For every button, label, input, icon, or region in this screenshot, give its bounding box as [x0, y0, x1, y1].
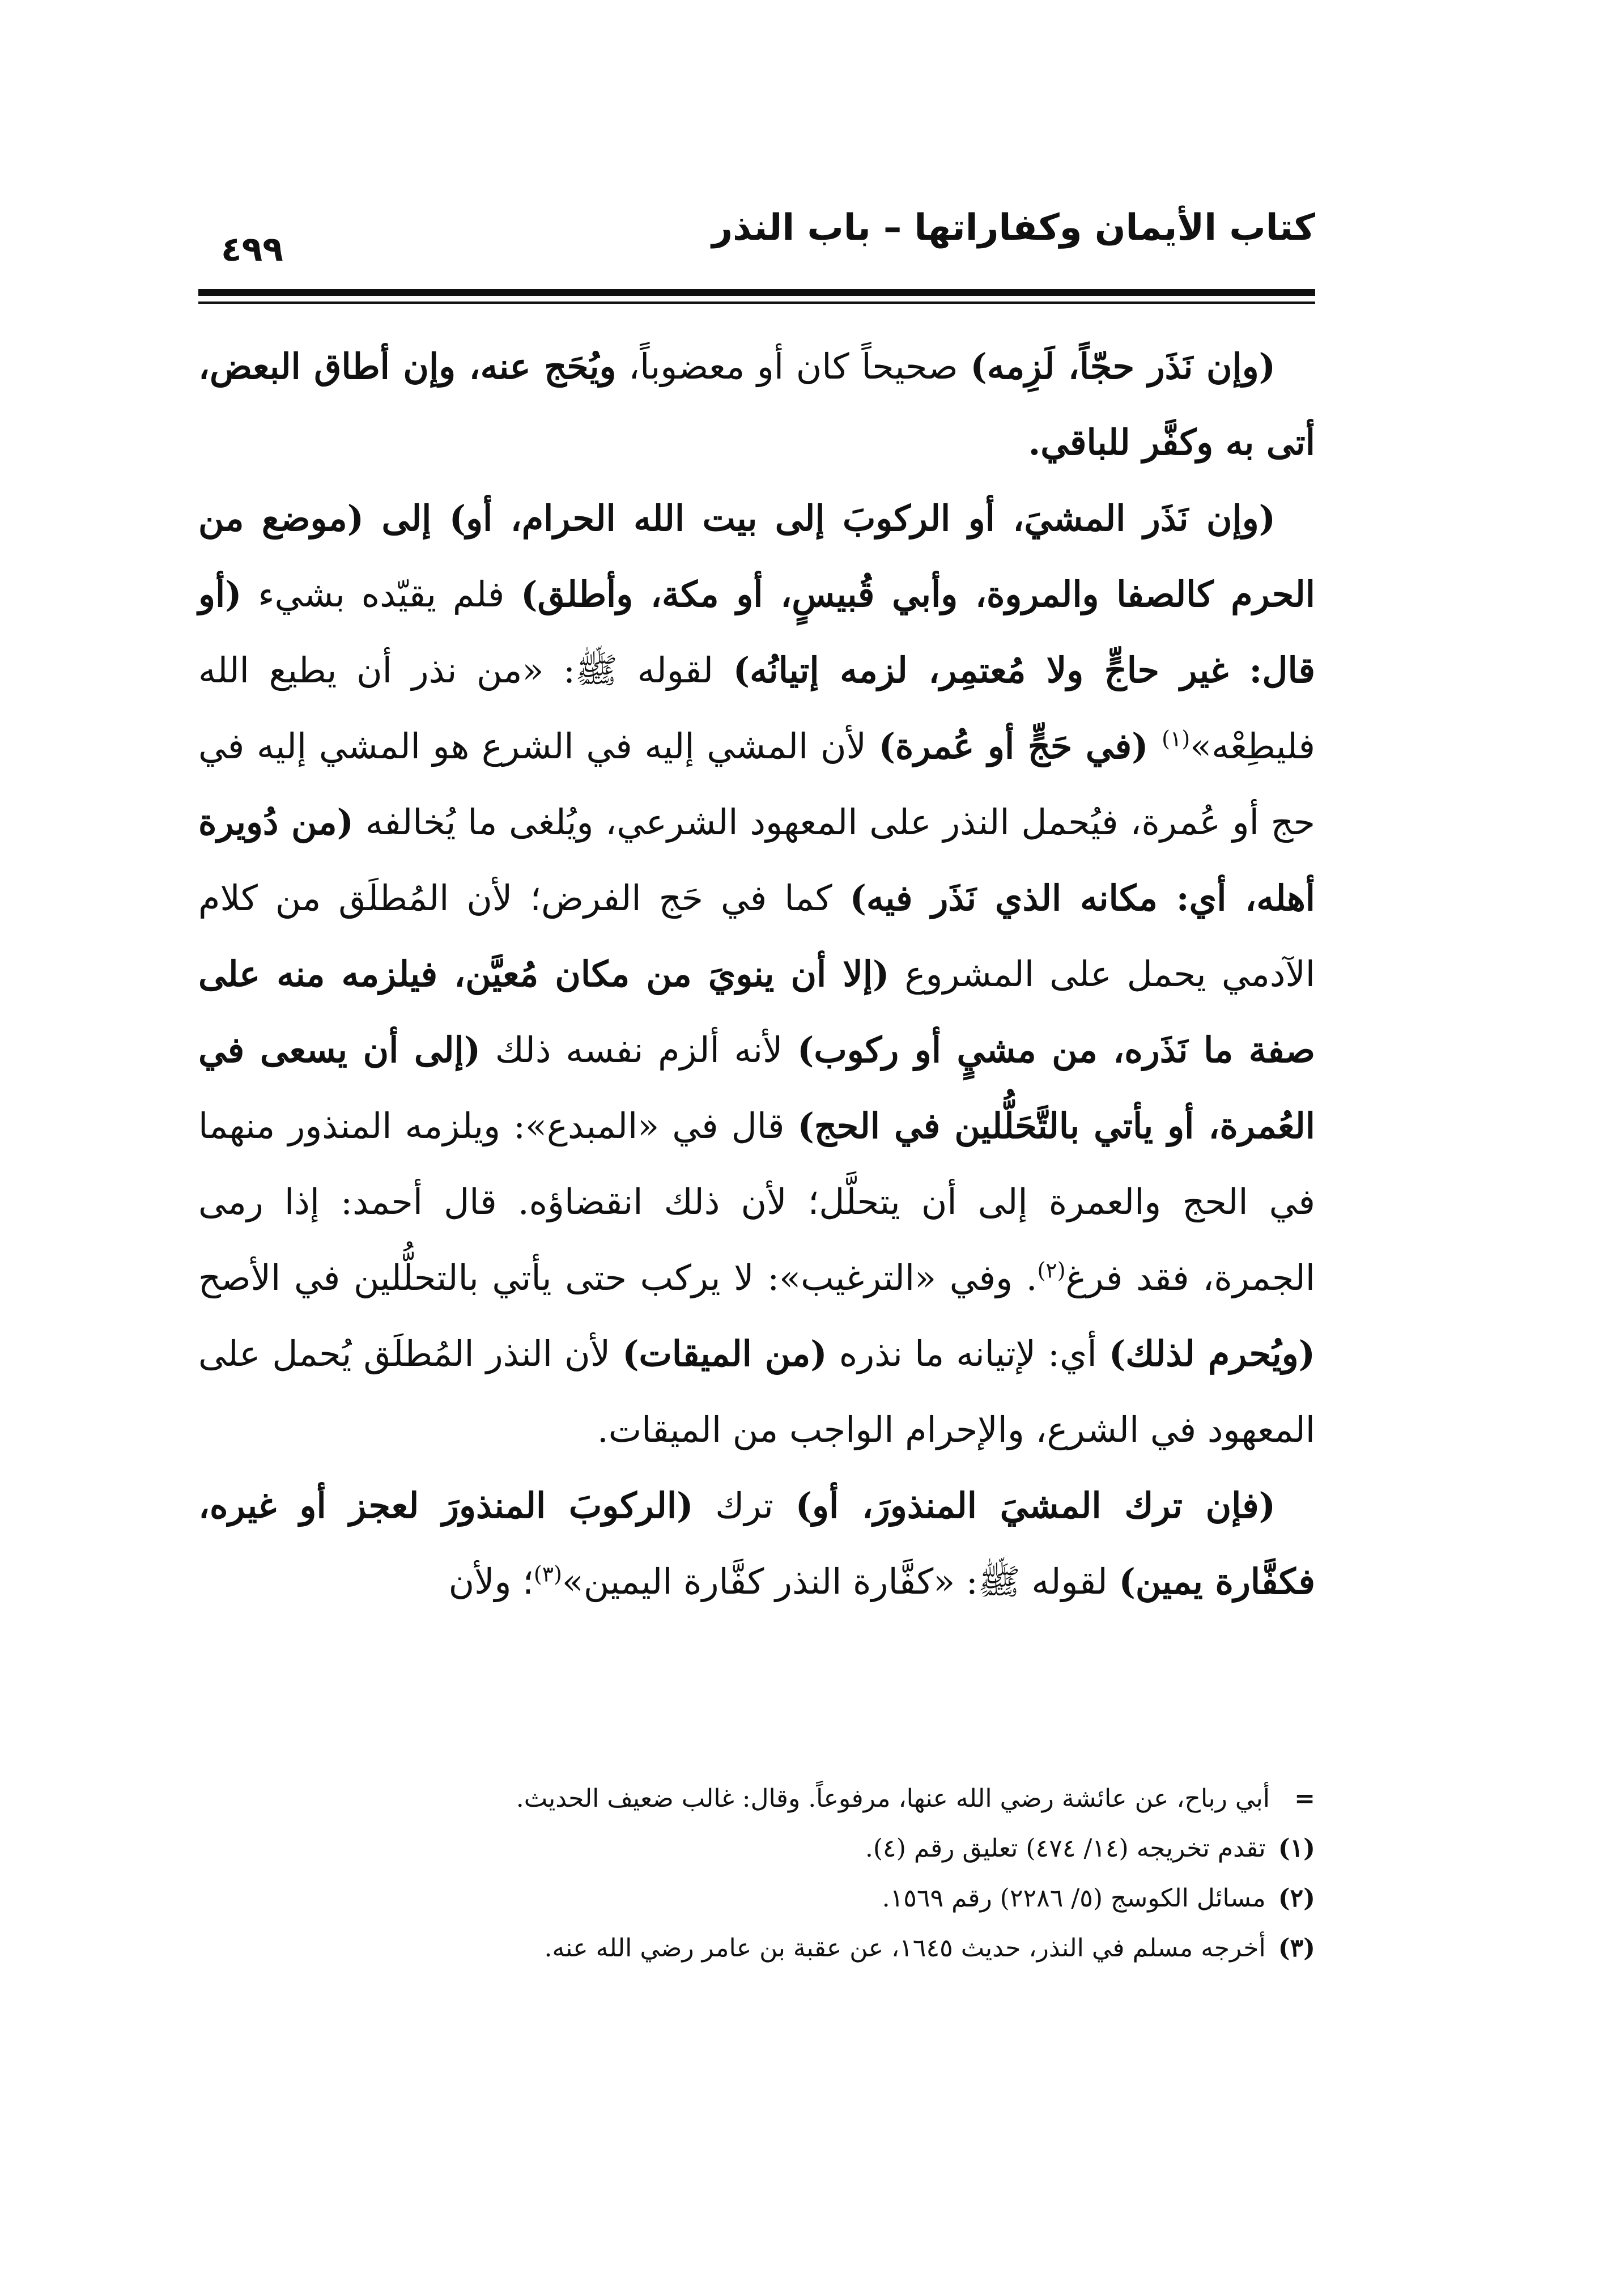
commentary-text: أي: لإتيانه ما نذره — [827, 1333, 1109, 1374]
matn-text: (وإن نَذَر المشيَ، أو الركوبَ إلى بيت الله الحرام، أو) إلى (موضع من الحرم كالصفا والمروة، وأبي قُبيسٍ، أو مكة، وأطلق) — [198, 498, 1316, 615]
matn-text: (من دُويرة أهله، أي: مكانه الذي نَذَر فيه) — [198, 801, 1315, 919]
matn-text: (فإن ترك المشيَ المنذورَ، أو) — [795, 1485, 1276, 1526]
commentary-text: لأن المشي إليه في الشرع هو المشي إليه في حج أو عُمرة، فيُحمل النذر على المعهود الشرعي، ويُلغى ما يُخالفه — [198, 725, 1315, 843]
footnote-number: (٢) — [1278, 1884, 1315, 1913]
commentary-text: لأنه ألزم نفسه ذلك — [481, 1029, 798, 1071]
commentary-text: لقوله ﷺ: «من نذر أن يطيع الله فليطِعْه» — [198, 649, 1315, 767]
footnote-1 — [309, 1824, 1315, 1874]
commentary-text: كما في حَج الفرض؛ لأن المُطلَق من كلام الآدمي يحمل على المشروع — [198, 877, 1315, 995]
commentary-text: ؛ ولأن — [448, 1561, 534, 1602]
footnote-text: أبي رباح، عن عائشة رضي الله عنها، مرفوعاً. وقال: غالب ضعيف الحديث. — [516, 1784, 1270, 1813]
commentary-text: . وفي «الترغيب»: لا يركب حتى يأتي بالتحلُّلين في الأصح — [198, 1257, 1038, 1298]
header-title: كتاب الأيمان وكفاراتها – باب النذر — [712, 207, 1315, 249]
running-header — [198, 190, 1315, 286]
matn-text: ويُحَج عنه، وإن أطاق البعض، أتى به وكفَّر للباقي. — [198, 346, 1315, 463]
matn-text: (أو قال: غير حاجٍّ ولا مُعتمِر، لزمه إتيانُه) — [198, 574, 1315, 691]
matn-text: (إلا أن ينويَ من مكان مُعيَّن، فيلزمه منه على صفة ما نَذَره، من مشيٍ أو ركوب) — [198, 953, 1316, 1071]
footnote-text: أخرجه مسلم في النذر، حديث ١٦٤٥، عن عقبة بن عامر رضي الله عنه. — [544, 1934, 1266, 1963]
footnote-ref: (١) — [1162, 726, 1191, 751]
matn-text: (من الميقات) — [622, 1333, 827, 1374]
matn-text: (ويُحرم لذلك) — [1108, 1333, 1315, 1374]
matn-text: (إلى أن يسعى في العُمرة، أو يأتي بالتَّحَلُّلين في الحج) — [198, 1029, 1315, 1146]
commentary-text: صحيحاً كان أو معضوباً، — [616, 346, 971, 387]
continuation-mark: = — [1294, 1784, 1315, 1813]
main-text — [198, 329, 1315, 1620]
header-rule-thin — [198, 302, 1315, 304]
header-rule-thick — [198, 289, 1315, 296]
footnote-ref: (٣) — [533, 1561, 562, 1587]
footnote-text: مسائل الكوسج (٥/ ٢٢٨٦) رقم ١٥٦٩. — [882, 1884, 1266, 1913]
page-number: ٤٩٩ — [221, 230, 283, 269]
footnote-3 — [309, 1923, 1315, 1973]
commentary-text: قال في «المبدع»: ويلزمه المنذور منهما في الحج والعمرة إلى أن يتحلَّل؛ لأن ذلك انقضاؤه. قال أحمد: إذا رمى الجمرة، فقد فرغ — [198, 1105, 1315, 1298]
commentary-text: لقوله ﷺ: «كفَّارة النذر كفَّارة اليمين» — [562, 1561, 1119, 1602]
paragraph-abandoning-vow — [198, 1468, 1315, 1620]
commentary-text: ترك — [693, 1485, 796, 1526]
matn-text: (في حَجٍّ أو عُمرة) — [878, 725, 1162, 767]
matn-text: (الركوبَ المنذورَ لعجز أو غيره، فكفَّارة يمين) — [198, 1485, 1315, 1602]
matn-text: (وإن نَذَر حجّاً، لَزِمه) — [970, 346, 1276, 387]
paragraph-walking-vow — [198, 481, 1315, 1468]
footnote-continuation — [309, 1774, 1315, 1824]
commentary-text: لأن النذر المُطلَق يُحمل على المعهود في الشرع، والإحرام الواجب من الميقات. — [198, 1333, 1315, 1450]
footnote-number: (١) — [1278, 1834, 1315, 1863]
footnote-2 — [309, 1874, 1315, 1923]
footnote-text: تقدم تخريجه (١٤/ ٤٧٤) تعليق رقم (٤). — [865, 1834, 1266, 1863]
paragraph-hajj-vow — [198, 329, 1315, 481]
footnote-ref: (٢) — [1037, 1258, 1066, 1283]
footnote-number: (٣) — [1278, 1934, 1315, 1963]
commentary-text: فلم يقيّده بشيء — [241, 574, 521, 615]
footnotes — [309, 1774, 1315, 1973]
